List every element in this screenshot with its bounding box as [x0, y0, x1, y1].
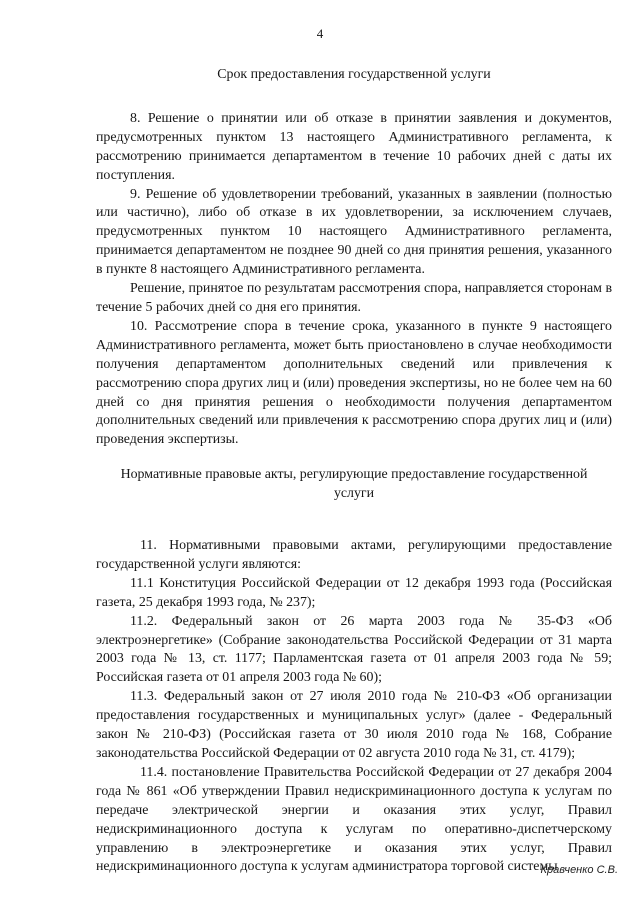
paragraph-11-2: 11.2. Федеральный закон от 26 марта 2003 года № 35-ФЗ «Об электроэнергетике» (Собрание законодательства Российской Федерации от 31 марта 2003 года № 13, ст. 1177; Парламентская газета от 01 апреля 2003 года № 59; Российская газета от 01 апреля 2003 года № 60);: [96, 613, 612, 686]
paragraph-11-4: 11.4. постановление Правительства Российской Федерации от 27 декабря 2004 года № 861 «Об утверждении Правил недискриминационного доступа к услугам по передаче электрической энергии и оказания этих услуг, Правил недискриминационного доступа к услугам по оперативно-диспетчерскому управлению в электроэнергетике и оказания этих услуг, Правил недискриминационного доступа к услугам администратора торговой системы: [96, 764, 612, 875]
paragraph-9: 9. Решение об удовлетворении требований, указанных в заявлении (полностью или частично), либо об отказе в их удовлетворении, за исключением случаев, предусмотренных пунктом 10 настоящего Административного регламента, принимается департаментом не позднее 90 дней со дня принятия решения, указанного в пункте 8 настоящего Административного регламента.: [96, 186, 612, 278]
paragraph-11: 11. Нормативными правовыми актами, регулирующими предоставление государственной услуги являются:: [96, 538, 612, 572]
paragraph-11-1: 11.1 Конституция Российской Федерации от 12 декабря 1993 года (Российская газета, 25 декабря 1993 года, № 237);: [96, 575, 612, 610]
paragraph-10: 10. Рассмотрение спора в течение срока, указанного в пункте 9 настоящего Административного регламента, может быть приостановлено в случае необходимости получения департаментом дополнительных сведений или привлечения к рассмотрению спора других лиц и (или) проведения экспертизы, но не более чем на 60 дней со дня принятия решения о необходимости получения департаментом дополнительных сведений или привлечения к рассмотрению спора других лиц и (или) проведения экспертизы.: [96, 318, 612, 448]
paragraph-decision: Решение, принятое по результатам рассмотрения спора, направляется сторонам в течение 5 рабочих дней со дня его принятия.: [96, 281, 613, 315]
document-body: [96, 66, 612, 877]
author-signature: Кравченко С.В.: [540, 864, 618, 876]
page-number: 4: [316, 26, 324, 41]
section-heading-service-term: Срок предоставления государственной услуги: [217, 67, 491, 82]
paragraph-8: 8. Решение о принятии или об отказе в принятии заявления и документов, предусмотренных пунктом 13 настоящего Административного регламента, к рассмотрению принимается департаментом в течение 10 рабочих дней с даты их поступления.: [96, 110, 612, 183]
section-heading-legal-acts: Нормативные правовые акты, регулирующие предоставление государственной услуги: [120, 467, 588, 502]
paragraph-11-3: 11.3. Федеральный закон от 27 июля 2010 года № 210-ФЗ «Об организации предоставления государственных и муниципальных услуг» (далее - Федеральный закон № 210-ФЗ) (Российская газета от 30 июля 2010 года № 168, Собрание законодательства Российской Федерации от 02 августа 2010 года № 31, ст. 4179);: [96, 689, 612, 761]
